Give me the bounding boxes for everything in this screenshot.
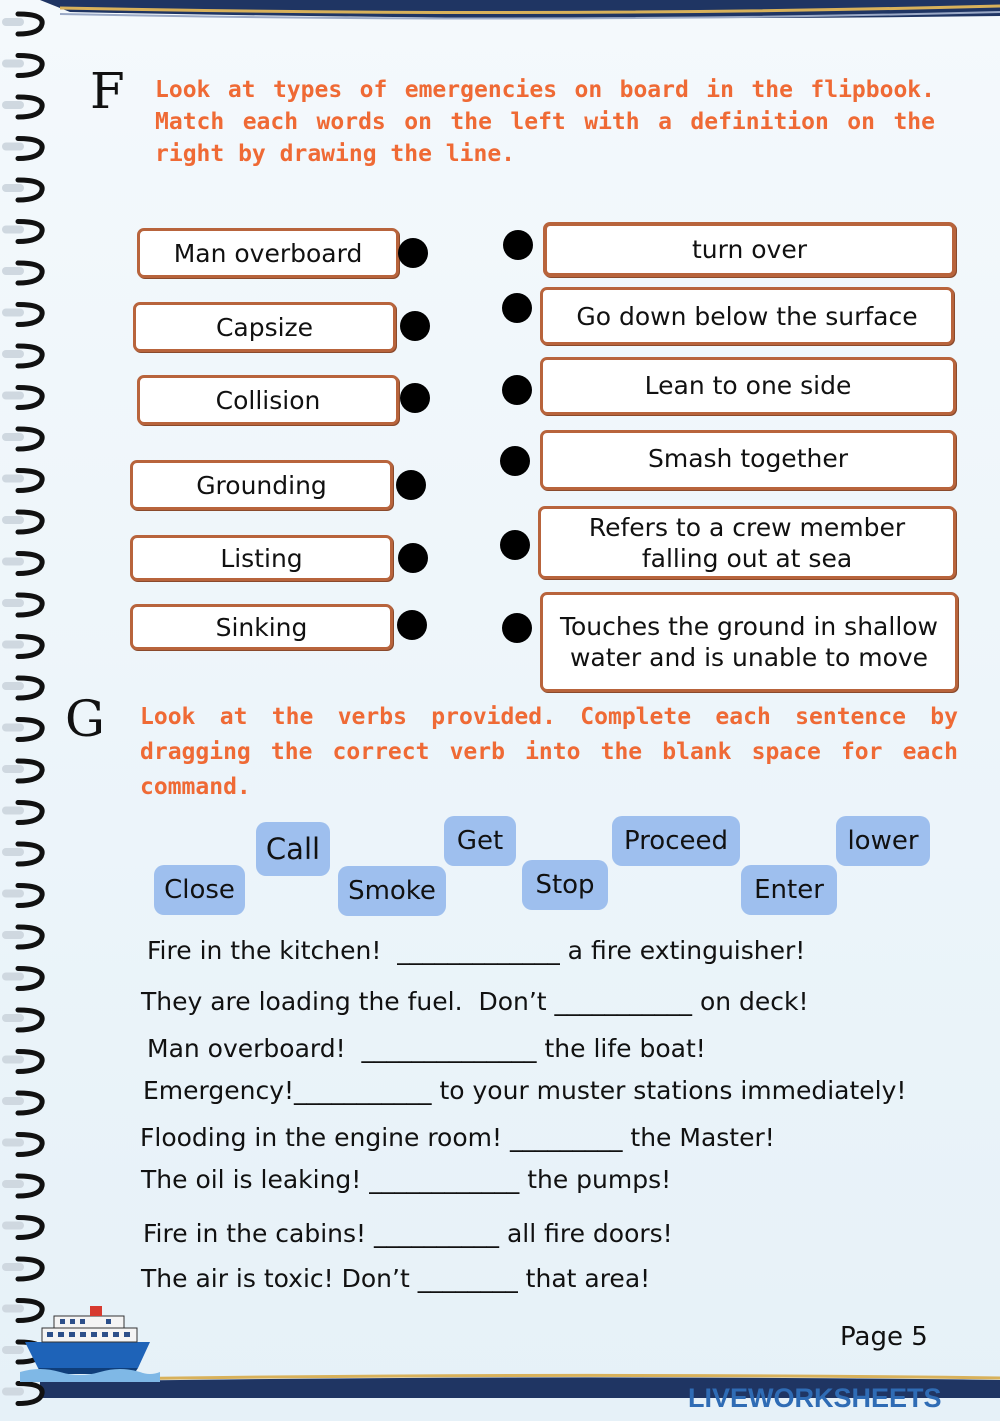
section-f-letter: F: [90, 62, 125, 120]
binding-hole: [2, 1014, 24, 1022]
cruise-ship-illustration: [20, 1302, 160, 1382]
binding-hole: [2, 931, 24, 939]
binding-hole: [2, 309, 24, 317]
binding-hole: [2, 641, 24, 649]
term-listing[interactable]: Listing: [130, 535, 393, 581]
top-border-band: [40, 0, 1000, 26]
left-match-dot[interactable]: [397, 610, 427, 640]
sentence-6[interactable]: The oil is leaking! ____________ the pumps!: [141, 1165, 672, 1194]
verb-chip-get[interactable]: Get: [444, 816, 516, 866]
sentence-5[interactable]: Flooding in the engine room! _________ the Master!: [140, 1123, 775, 1152]
binding-hole: [2, 516, 24, 524]
term-grounding[interactable]: Grounding: [130, 460, 393, 510]
right-match-dot[interactable]: [500, 446, 530, 476]
binding-hole: [2, 848, 24, 856]
binding-hole: [2, 1056, 24, 1064]
binding-hole: [2, 60, 24, 68]
right-match-dot[interactable]: [502, 375, 532, 405]
binding-hole: [2, 1139, 24, 1147]
binding-hole: [2, 226, 24, 234]
sentence-3[interactable]: Man overboard! ______________ the life boat!: [147, 1034, 706, 1063]
term-capsize[interactable]: Capsize: [133, 302, 396, 352]
binding-hole: [2, 765, 24, 773]
verb-chip-smoke[interactable]: Smoke: [338, 866, 446, 916]
section-g-instruction: Look at the verbs provided. Complete each sentence by dragging the correct verb into the blank space for each command.: [140, 704, 958, 800]
binding-hole: [2, 1222, 24, 1230]
verb-chip-enter[interactable]: Enter: [741, 865, 837, 915]
binding-hole: [2, 101, 24, 109]
left-match-dot[interactable]: [398, 543, 428, 573]
definition-smash[interactable]: Smash together: [540, 430, 956, 490]
verb-chip-proceed[interactable]: Proceed: [612, 816, 740, 866]
section-f-instruction: Look at types of emergencies on board in the flipbook. Match each words on the left with a definition on the right by drawing the line.: [155, 77, 935, 167]
left-match-dot[interactable]: [400, 311, 430, 341]
binding-hole: [2, 392, 24, 400]
right-match-dot[interactable]: [500, 530, 530, 560]
binding-hole: [2, 1097, 24, 1105]
definition-crew-falling[interactable]: Refers to a crew member falling out at sea: [538, 506, 956, 579]
section-g-letter: G: [65, 690, 105, 748]
left-match-dot[interactable]: [400, 383, 430, 413]
binding-hole: [2, 1263, 24, 1271]
sentence-1[interactable]: Fire in the kitchen! _____________ a fire extinguisher!: [147, 936, 806, 965]
binding-hole: [2, 558, 24, 566]
binding-hole: [2, 724, 24, 732]
binding-hole: [2, 973, 24, 981]
sentence-4[interactable]: Emergency!___________ to your muster stations immediately!: [143, 1076, 907, 1105]
verb-chip-stop[interactable]: Stop: [522, 860, 608, 910]
definition-go-down[interactable]: Go down below the surface: [540, 287, 954, 345]
verb-chip-call[interactable]: Call: [256, 822, 330, 876]
binding-hole: [2, 807, 24, 815]
sentence-7[interactable]: Fire in the cabins! __________ all fire doors!: [143, 1219, 673, 1248]
term-man-overboard[interactable]: Man overboard: [137, 228, 399, 278]
liveworksheets-logo: LIVEWORKSHEETS: [688, 1383, 942, 1413]
binding-hole: [2, 267, 24, 275]
sentence-8[interactable]: The air is toxic! Don’t ________ that area!: [141, 1264, 651, 1293]
definition-turn-over[interactable]: turn over: [543, 222, 956, 277]
binding-hole: [2, 433, 24, 441]
binding-hole: [2, 1180, 24, 1188]
sentence-2[interactable]: They are loading the fuel. Don’t ___________ on deck!: [141, 987, 809, 1016]
definition-touches-ground[interactable]: Touches the ground in shallow water and is unable to move: [540, 592, 958, 692]
binding-hole: [2, 184, 24, 192]
verb-chip-close[interactable]: Close: [154, 865, 245, 915]
binding-hole: [2, 143, 24, 151]
binding-hole: [2, 475, 24, 483]
binding-hole: [2, 890, 24, 898]
spiral-binding: [0, 0, 60, 1421]
binding-hole: [2, 682, 24, 690]
right-match-dot[interactable]: [502, 613, 532, 643]
binding-hole: [2, 599, 24, 607]
page-number: Page 5: [840, 1322, 928, 1352]
left-match-dot[interactable]: [398, 238, 428, 268]
binding-hole: [2, 1388, 24, 1396]
left-match-dot[interactable]: [396, 470, 426, 500]
binding-hole: [2, 18, 24, 26]
term-sinking[interactable]: Sinking: [130, 604, 393, 650]
binding-hole: [2, 350, 24, 358]
right-match-dot[interactable]: [503, 230, 533, 260]
definition-lean[interactable]: Lean to one side: [540, 357, 956, 415]
verb-chip-lower[interactable]: lower: [836, 816, 930, 866]
term-collision[interactable]: Collision: [137, 375, 399, 425]
right-match-dot[interactable]: [502, 293, 532, 323]
